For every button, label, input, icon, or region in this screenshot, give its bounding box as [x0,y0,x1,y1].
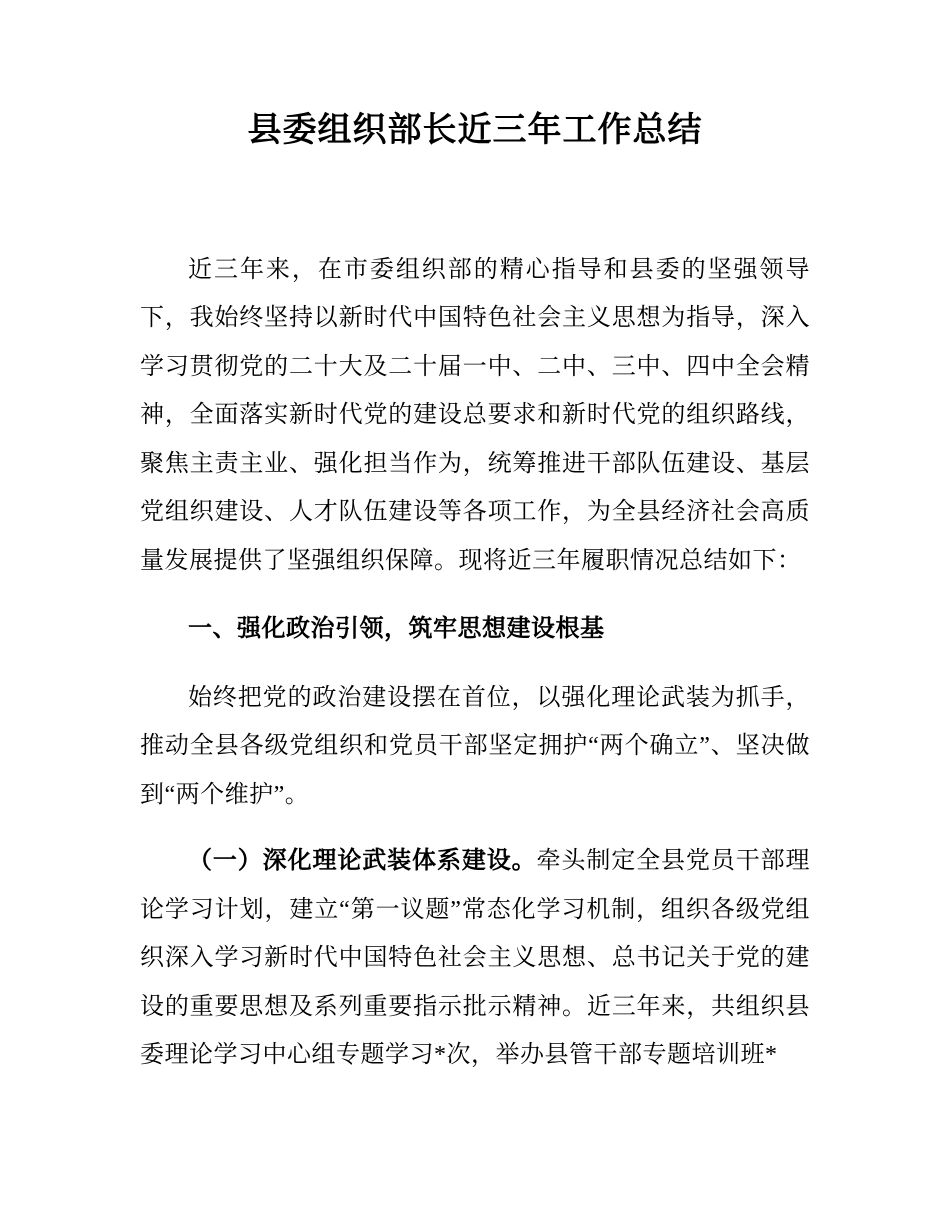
paragraph-section-overview: 始终把党的政治建设摆在首位，以强化理论武装为抓手，推动全县各级党组织和党员干部坚定拥护“两个确立”、坚决做到“两个维护”。 [140,684,810,808]
document-title: 县委组织部长近三年工作总结 [247,111,703,149]
subsection-1-body: 牵头制定全县党员干部理论学习计划，建立“第一议题”常态化学习机制，组织各级党组织深入学习新时代中国特色社会主义思想、总书记关于党的建设的重要思想及系列重要指示批示精神。近三年来，共组织县委理论学习中心组专题学习*次，举办县管干部专题培训班* [140,848,811,1069]
section-heading-1: 一、强化政治引领，筑牢思想建设根基 [188,615,605,643]
paragraph-subsection-1 [140,837,810,1080]
paragraph-intro: 近三年来，在市委组织部的精心指导和县委的坚强领导下，我始终坚持以新时代中国特色社会主义思想为指导，深入学习贯彻党的二十大及二十届一中、二中、三中、四中全会精神，全面落实新时代党的建设总要求和新时代党的组织路线，聚焦主责主业、强化担当作为，统筹推进干部队伍建设、基层党组织建设、人才队伍建设等各项工作，为全县经济社会高质量发展提供了坚强组织保障。现将近三年履职情况总结如下： [140,256,810,574]
subsection-1-lead: （一）深化理论武装体系建设。 [188,847,537,875]
